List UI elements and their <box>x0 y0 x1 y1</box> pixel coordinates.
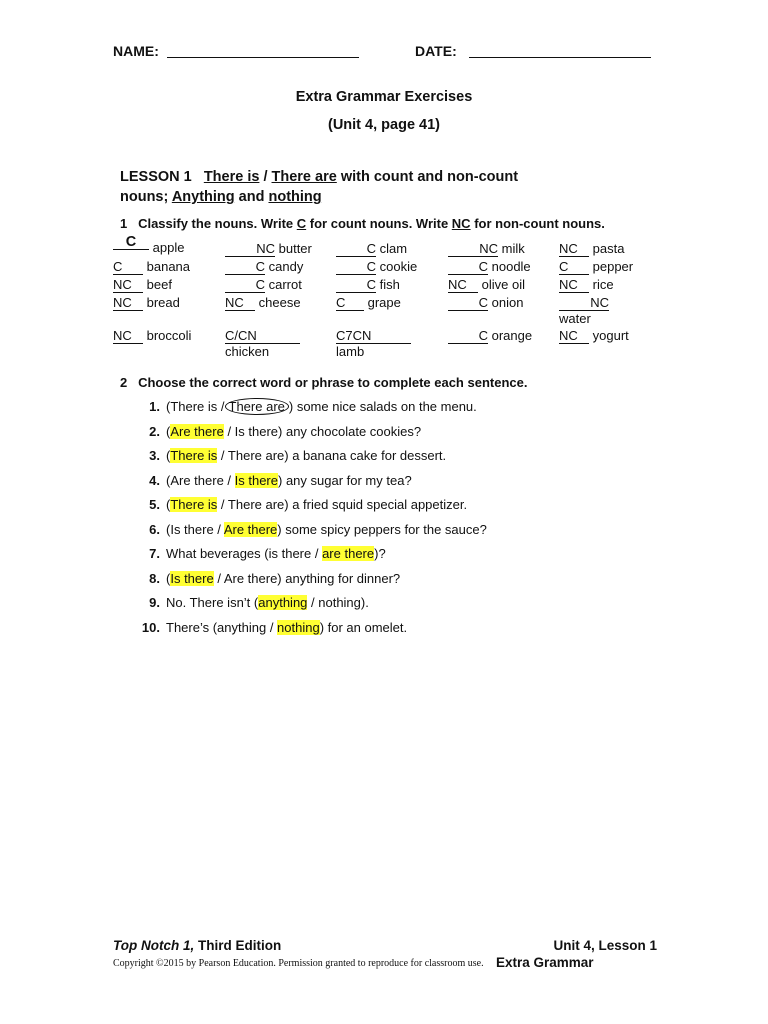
item-text: ) some nice salads on the menu. <box>288 399 477 414</box>
noun-label: orange <box>491 328 533 343</box>
exercise1-text3: for non-count nouns. <box>470 216 605 231</box>
item-number: 8. <box>149 571 160 586</box>
noun-label: apple <box>152 240 185 255</box>
item-text: ) any sugar for my tea? <box>278 473 412 488</box>
item-text: (Are there / <box>166 473 235 488</box>
exercise2-instruction <box>120 375 527 390</box>
date-line <box>469 57 651 58</box>
noun-cell <box>336 277 444 293</box>
highlighted-answer[interactable]: are there <box>322 546 375 561</box>
footer-unit: Unit 4, Lesson 1 <box>553 938 657 953</box>
noun-cell <box>113 277 221 293</box>
noun-label: fish <box>379 277 400 292</box>
noun-label: cookie <box>379 259 418 274</box>
exercise1-c: C <box>296 216 307 231</box>
sentence-item <box>130 619 407 637</box>
item-text: / Are there) anything for dinner? <box>213 571 401 586</box>
noun-cell <box>225 328 333 360</box>
noun-label: olive oil <box>481 277 525 292</box>
item-text: ( <box>166 571 171 586</box>
answer-blank[interactable]: NC <box>559 278 589 293</box>
item-text: What beverages (is there / <box>166 546 323 561</box>
noun-label: butter <box>278 241 312 256</box>
item-number: 6. <box>149 522 160 537</box>
footer-book-edition: Third Edition <box>194 938 282 953</box>
answer-blank[interactable]: NC <box>559 242 589 257</box>
highlighted-answer[interactable]: There is <box>170 497 218 512</box>
item-number: 1. <box>149 399 160 414</box>
noun-cell <box>225 259 333 275</box>
answer-blank[interactable]: NC <box>448 278 478 293</box>
answer-blank[interactable]: C <box>336 278 376 293</box>
item-number: 10. <box>141 620 160 635</box>
item-text: ( <box>166 497 171 512</box>
exercise1-instruction <box>120 216 605 231</box>
sentence-item <box>130 447 446 465</box>
noun-label: lamb <box>336 344 365 359</box>
lesson-desc: with count and non-count nouns; <box>120 169 519 205</box>
item-text: / nothing). <box>307 595 369 610</box>
exercise1-text: Classify the nouns. Write <box>138 216 297 231</box>
noun-label: pepper <box>592 259 634 274</box>
exercise2-text: Choose the correct word or phrase to complete each sentence. <box>138 375 528 390</box>
answer-blank[interactable]: C <box>336 242 376 257</box>
answer-blank[interactable]: C <box>448 260 488 275</box>
answer-blank[interactable]: NC <box>113 278 143 293</box>
item-text: )? <box>374 546 386 561</box>
noun-label: cheese <box>258 295 301 310</box>
noun-cell <box>448 259 556 275</box>
footer-book-title: Top Notch 1, <box>113 938 195 953</box>
exercise1-number: 1 <box>120 216 128 231</box>
noun-label: rice <box>592 277 614 292</box>
item-text: / There are) a banana cake for dessert. <box>217 448 447 463</box>
highlighted-answer[interactable]: Are there <box>170 424 224 439</box>
answer-blank[interactable]: C <box>559 260 589 275</box>
answer-blank[interactable]: NC <box>559 296 609 311</box>
noun-label: milk <box>501 241 525 256</box>
answer-blank[interactable]: C <box>225 260 265 275</box>
sentence-item <box>130 594 369 612</box>
exercise2-number: 2 <box>120 375 128 390</box>
highlighted-answer[interactable]: Is there <box>170 571 214 586</box>
page-title: Extra Grammar Exercises <box>295 89 473 105</box>
date-label: DATE: <box>415 43 457 59</box>
item-text: / Is there) any chocolate cookies? <box>223 424 422 439</box>
noun-label: broccoli <box>146 328 192 343</box>
item-number: 9. <box>149 595 160 610</box>
footer-copyright: Copyright ©2015 by Pearson Education. Permission granted to reproduce for classroom use. <box>113 958 484 969</box>
item-text: ( <box>166 448 171 463</box>
answer-blank[interactable]: NC <box>113 329 143 344</box>
exercise1-text2: for count nouns. Write <box>306 216 452 231</box>
highlighted-answer[interactable]: nothing <box>277 620 320 635</box>
noun-label: onion <box>491 295 524 310</box>
answer-blank[interactable]: C <box>225 278 265 293</box>
highlighted-answer[interactable]: anything <box>258 595 308 610</box>
sentence-item <box>130 398 477 416</box>
sentence-item <box>130 472 412 490</box>
noun-label: bread <box>146 295 180 310</box>
noun-label: beef <box>146 277 172 292</box>
item-number: 3. <box>149 448 160 463</box>
noun-label: noodle <box>491 259 531 274</box>
item-text: ( <box>166 424 171 439</box>
answer-blank[interactable]: NC <box>448 242 498 257</box>
item-number: 2. <box>149 424 160 439</box>
noun-label: water <box>559 311 591 326</box>
answer-blank[interactable]: C <box>336 296 364 311</box>
footer-book <box>113 938 281 953</box>
item-text: (There is / <box>166 399 225 414</box>
sentence-item <box>130 496 467 514</box>
noun-label: pasta <box>592 241 625 256</box>
item-text: ) some spicy peppers for the sauce? <box>277 522 487 537</box>
exercise1-nc: NC <box>451 216 471 231</box>
lesson-heading <box>120 167 560 207</box>
answer-blank[interactable]: C <box>113 235 149 250</box>
name-label: NAME: <box>113 43 159 59</box>
footer-extra: Extra Grammar <box>496 955 594 970</box>
answer-blank[interactable]: NC <box>559 329 589 344</box>
noun-cell <box>559 277 667 293</box>
highlighted-answer[interactable]: Are there <box>223 522 278 537</box>
noun-label: clam <box>379 241 408 256</box>
answer-blank[interactable]: C7CN <box>336 329 411 344</box>
sentence-item <box>130 521 487 539</box>
noun-cell <box>448 277 556 293</box>
page-subtitle: (Unit 4, page 41) <box>328 117 440 133</box>
item-number: 7. <box>149 546 160 561</box>
noun-cell <box>113 234 221 256</box>
answer-blank[interactable]: C <box>113 260 143 275</box>
noun-cell <box>336 259 444 275</box>
noun-label: chicken <box>225 344 270 359</box>
noun-label: carrot <box>268 277 302 292</box>
answer-blank[interactable]: C <box>448 329 488 344</box>
lesson-anything: Anything <box>171 189 235 205</box>
noun-cell <box>113 259 221 275</box>
sentence-item <box>130 570 400 588</box>
lesson-nothing: nothing <box>268 189 322 205</box>
lesson-label: LESSON 1 <box>120 169 192 185</box>
noun-cell <box>559 259 667 275</box>
name-line <box>167 57 359 58</box>
item-text: ) for an omelet. <box>319 620 408 635</box>
answer-blank[interactable]: NC <box>113 296 143 311</box>
noun-cell <box>448 241 556 257</box>
highlighted-answer[interactable]: Is there <box>234 473 278 488</box>
lesson-there-is: There is <box>203 169 260 185</box>
noun-cell <box>559 241 667 257</box>
lesson-sep: / <box>259 169 272 185</box>
noun-cell <box>113 295 221 311</box>
highlighted-answer[interactable]: There is <box>170 448 218 463</box>
answer-blank[interactable]: NC <box>225 296 255 311</box>
sentence-item <box>130 545 386 563</box>
item-number: 4. <box>149 473 160 488</box>
noun-label: grape <box>367 295 401 310</box>
noun-cell <box>448 295 556 311</box>
item-text: / There are) a fried squid special appetizer. <box>217 497 468 512</box>
item-text: There’s (anything / <box>166 620 278 635</box>
lesson-and: and <box>234 189 269 205</box>
noun-label: yogurt <box>592 328 629 343</box>
item-text: (Is there / <box>166 522 224 537</box>
noun-label: banana <box>146 259 191 274</box>
noun-cell <box>225 295 333 311</box>
noun-cell <box>336 241 444 257</box>
item-number: 5. <box>149 497 160 512</box>
noun-cell <box>559 328 667 344</box>
noun-cell <box>336 328 444 360</box>
noun-cell <box>336 295 444 311</box>
lesson-there-are: There are <box>271 169 337 185</box>
answer-blank[interactable]: C <box>336 260 376 275</box>
circled-answer[interactable]: There are <box>225 398 289 415</box>
noun-label: candy <box>268 259 304 274</box>
sentence-item <box>130 423 421 441</box>
answer-blank[interactable]: C/CN <box>225 329 300 344</box>
noun-cell <box>559 295 667 327</box>
answer-blank[interactable]: NC <box>225 242 275 257</box>
noun-cell <box>113 328 221 344</box>
noun-cell <box>448 328 556 344</box>
noun-cell <box>225 241 333 257</box>
item-text: No. There isn’t ( <box>166 595 259 610</box>
answer-blank[interactable]: C <box>448 296 488 311</box>
noun-cell <box>225 277 333 293</box>
